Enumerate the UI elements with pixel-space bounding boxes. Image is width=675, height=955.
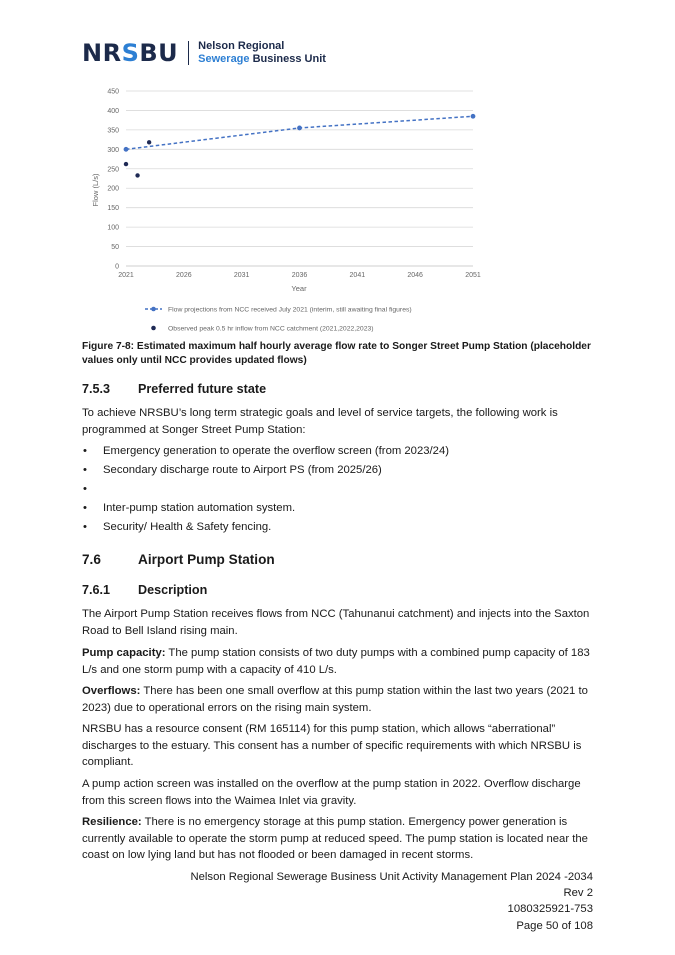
y-tick-label: 150 xyxy=(107,205,119,213)
chart-legend xyxy=(145,307,412,333)
y-tick-label: 200 xyxy=(107,185,119,193)
x-tick-label: 2036 xyxy=(291,272,308,279)
projection-point xyxy=(124,147,129,152)
footer-page-number: Page 50 of 108 xyxy=(516,919,593,932)
logo-org-name: Nelson Regional Sewerage Business Unit xyxy=(198,40,326,65)
legend-observed-marker xyxy=(151,326,156,331)
chart-y-axis-label: Flow (L/s) xyxy=(91,173,100,207)
list-item: • Security/ Health & Safety fencing. xyxy=(83,521,272,533)
footer-doc-id: 1080325921-753 xyxy=(507,903,593,916)
chart-y-ticks xyxy=(107,89,119,271)
logo-wordmark: NRSBU xyxy=(82,39,179,67)
x-tick-label: 2041 xyxy=(349,272,366,279)
x-tick-label: 2031 xyxy=(233,272,250,279)
heading-7-6: 7.6 Airport Pump Station xyxy=(82,552,275,567)
legend-projection-marker xyxy=(151,307,156,312)
figure-caption: Figure 7-8: Estimated maximum half hourly average flow rate to Songer Street Pump Station (placeholder values only until NCC provides updated flows) xyxy=(82,341,591,366)
projection-line xyxy=(126,116,473,149)
y-tick-label: 450 xyxy=(107,88,119,96)
chart-x-ticks xyxy=(118,272,481,279)
y-tick-label: 100 xyxy=(107,224,119,232)
paragraph-resilience: Resilience: There is no emergency storage at this pump station. Emergency power generation is currently available to operate the storm pump at reduced speed. The pump station is located near the coast on low lying land but has not flooded or been damaged in recent storms. xyxy=(82,816,588,861)
legend-observed-label: Observed peak 0.5 hr inflow from NCC catchment (2021,2022,2023) xyxy=(168,325,374,333)
y-tick-label: 0 xyxy=(115,263,119,271)
observed-point xyxy=(135,173,139,177)
paragraph-action-screen: A pump action screen was installed on the overflow at the pump station in 2022. Overflow discharge from this screen flows into the Waimea Inlet via gravity. xyxy=(82,778,581,807)
x-tick-label: 2051 xyxy=(465,272,481,279)
list-item: • Inter-pump station automation system. xyxy=(83,502,296,514)
projection-point xyxy=(471,114,476,119)
chart-x-axis-label: Year xyxy=(291,284,307,293)
projection-point xyxy=(297,126,302,131)
y-tick-label: 300 xyxy=(107,146,119,154)
bullet-list-future-work xyxy=(82,442,592,537)
nrsbu-logo xyxy=(82,38,326,68)
paragraph-753-intro: To achieve NRSBU’s long term strategic goals and level of service targets, the following work is programmed at Songer Street Pump Station: xyxy=(82,407,558,436)
y-tick-label: 250 xyxy=(107,166,119,174)
chart-series xyxy=(124,114,476,178)
legend-projection-label: Flow projections from NCC received July 2021 (interim, still awaiting final figures) xyxy=(168,306,412,314)
paragraph-pump-capacity: Pump capacity: The pump station consists of two duty pumps with a combined pump capacity of 183 L/s and one storm pump with a capacity of 410 L/s. xyxy=(82,647,590,676)
list-item-empty: • xyxy=(83,483,87,495)
heading-7-6-1: 7.6.1 Description xyxy=(82,583,208,597)
paragraph-overflows: Overflows: There has been one small overflow at this pump station within the last two years (2021 to 2023) due to operational errors on the rising main system. xyxy=(82,685,588,714)
list-item: • Emergency generation to operate the overflow screen (from 2023/24) xyxy=(83,445,450,457)
footer-doc-title: Nelson Regional Sewerage Business Unit Activity Management Plan 2024 -2034 xyxy=(190,871,593,883)
x-tick-label: 2046 xyxy=(407,272,423,279)
paragraph-761-intro: The Airport Pump Station receives flows from NCC (Tahunanui catchment) and injects into the Saxton Road to Bell Island rising main. xyxy=(82,608,590,637)
chart-grid xyxy=(126,91,473,266)
logo-divider xyxy=(188,41,189,65)
list-item: • Secondary discharge route to Airport PS (from 2025/26) xyxy=(83,464,382,476)
flow-chart xyxy=(82,82,502,342)
paragraph-resource-consent: NRSBU has a resource consent (RM 165114) for this pump station, which allows “aberrational” discharges to the estuary. This consent has a number of specific requirements with which NRSBU is compliant. xyxy=(82,723,582,768)
observed-point xyxy=(124,162,128,166)
x-tick-label: 2026 xyxy=(176,272,192,279)
page-footer xyxy=(190,869,593,934)
heading-7-5-3: 7.5.3 Preferred future state xyxy=(82,382,267,396)
x-tick-label: 2021 xyxy=(118,272,134,279)
y-tick-label: 350 xyxy=(107,127,119,135)
observed-point xyxy=(147,140,151,144)
footer-revision: Rev 2 xyxy=(563,887,593,900)
y-tick-label: 400 xyxy=(107,107,119,115)
y-tick-label: 50 xyxy=(111,244,119,252)
